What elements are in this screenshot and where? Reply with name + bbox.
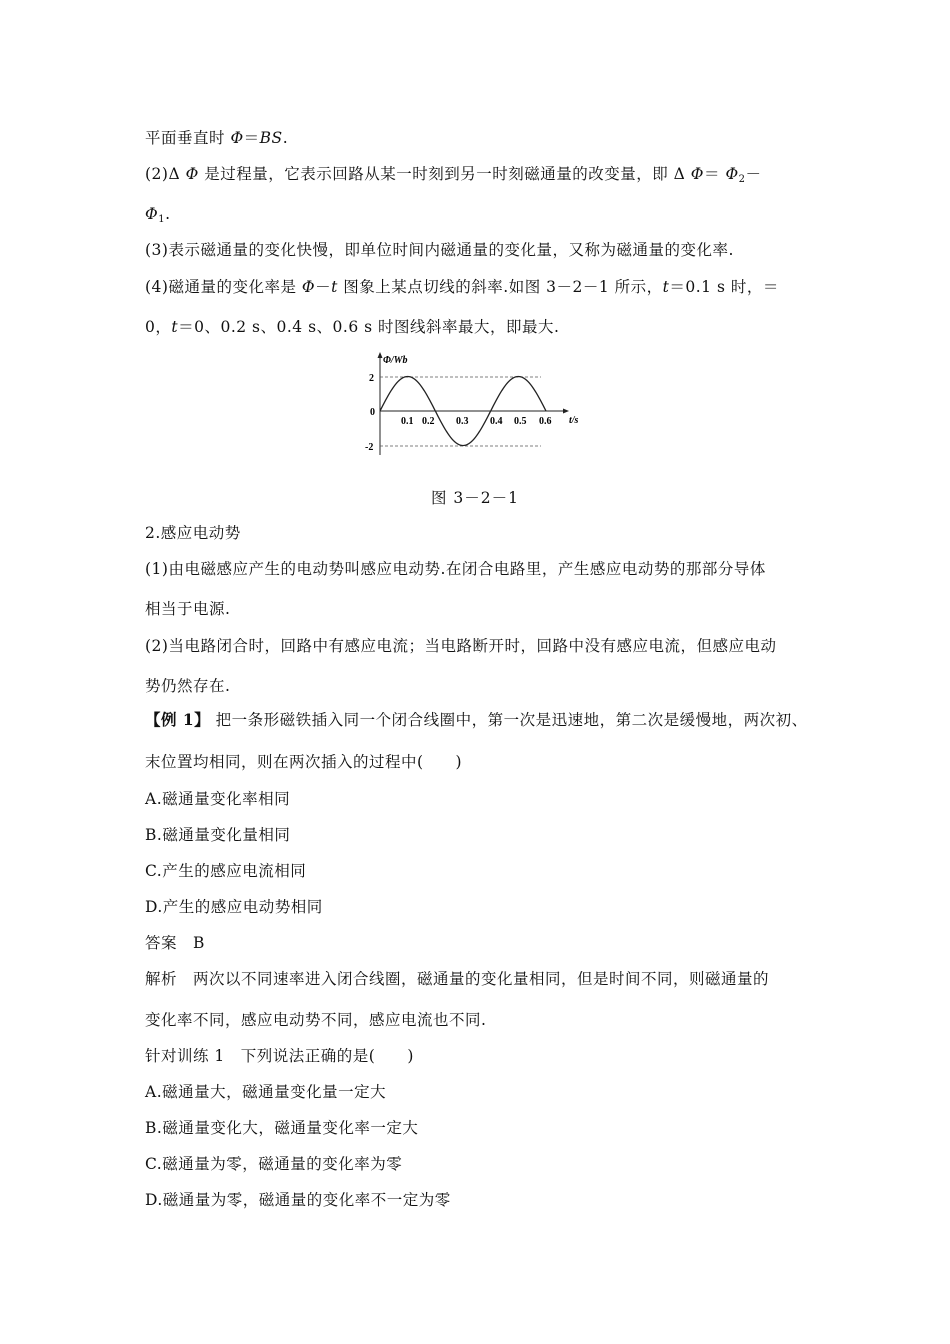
x-tick-0.1: 0.1 [401,416,414,427]
s2-line-3: (2)当电路闭合时，回路中有感应电流；当电路断开时，回路中没有感应电流，但感应电动 [145,637,777,655]
section-title-induced-emf: 2.感应电动势 [145,524,241,542]
s2-line-2: 相当于电源. [145,600,231,618]
x-tick-0.2: 0.2 [422,416,435,427]
example-1-option-b: B.磁通量变化量相同 [145,826,291,844]
s2-line-4: 势仍然存在. [145,677,231,695]
example-1-question-line-2: 末位置均相同，则在两次插入的过程中( ) [145,753,463,771]
item-4-line-1: (4)磁通量的变化率是 Φ－t 图象上某点切线的斜率.如图 3－2－1 所示，t＝0.1 s 时，＝ [145,278,779,296]
x-tick-0.5: 0.5 [514,416,527,427]
example-1-question-line-1: 【例 1】 把一条形磁铁插入同一个闭合线圈中，第一次是迅速地，第二次是缓慢地，两次初、 [145,710,808,729]
item-2-line-2: $\Phi_1$. [145,205,171,225]
example-1-answer: 答案 B [145,934,205,952]
origin-label: 0 [370,407,375,418]
s2-line-1: (1)由电磁感应产生的电动势叫感应电动势.在闭合电路里，产生感应电动势的那部分导体 [145,560,766,578]
x-axis-label: t/s [569,415,579,426]
example-1-option-d: D.产生的感应电动势相同 [145,898,323,916]
item-3: (3)表示磁通量的变化快慢，即单位时间内磁通量的变化量，又称为磁通量的变化率. [145,241,734,259]
y-tick-2: 2 [369,373,374,384]
y-tick-neg-2: -2 [365,442,374,453]
item-2-line-1: (2)Δ Φ 是过程量，它表示回路从某一时刻到另一时刻磁通量的改变量，即 Δ $\Phi= \Phi_2-$ [145,165,762,185]
training-1-option-b: B.磁通量变化大，磁通量变化率一定大 [145,1119,419,1137]
training-1-option-a: A.磁通量大，磁通量变化量一定大 [145,1083,387,1101]
flux-time-graph [355,350,595,460]
example-1-option-a: A.磁通量变化率相同 [145,790,291,808]
item-4-line-2: 0，t＝0、0.2 s、0.4 s、0.6 s 时图线斜率最大，即最大. [145,318,560,336]
line-plane-perpendicular: 平面垂直时 Φ＝BS. [145,129,289,147]
training-1-option-d: D.磁通量为零，磁通量的变化率不一定为零 [145,1191,451,1209]
figure-caption: 图 3－2－1 [430,489,519,507]
x-tick-0.3: 0.3 [456,416,469,427]
training-1-question: 针对训练 1 下列说法正确的是( ) [145,1047,414,1065]
example-tag: 【例 1】 [145,710,211,729]
training-1-option-c: C.磁通量为零，磁通量的变化率为零 [145,1155,403,1173]
y-axis-label: Φ/Wb [383,355,408,366]
x-axis-arrow [563,409,569,414]
example-1-explanation-line-1: 解析 两次以不同速率进入闭合线圈，磁通量的变化量相同，但是时间不同，则磁通量的 [145,970,770,988]
y-axis-arrow [378,352,383,358]
example-1-option-c: C.产生的感应电流相同 [145,862,307,880]
x-tick-0.4: 0.4 [490,416,503,427]
example-1-explanation-line-2: 变化率不同，感应电动势不同，感应电流也不同. [145,1011,487,1029]
x-tick-0.6: 0.6 [539,416,552,427]
